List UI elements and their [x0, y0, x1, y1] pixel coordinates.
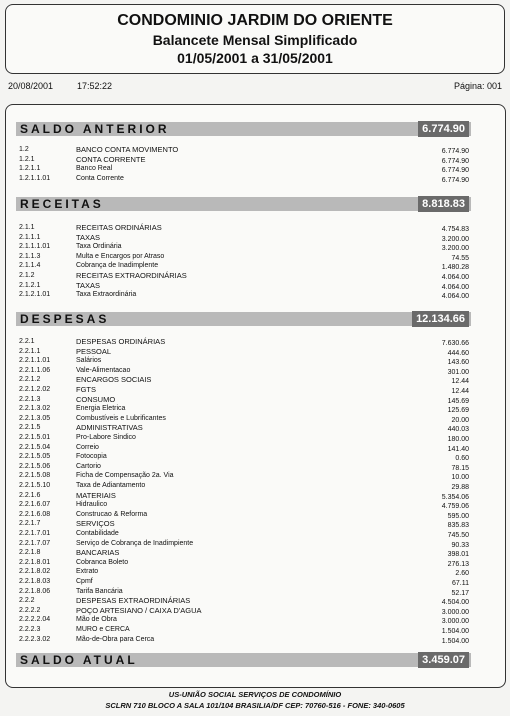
account-code: 2.2.1.1.06 [19, 366, 51, 374]
account-value: 67.11 [452, 580, 469, 587]
account-description: Multa e Encargos por Atraso [76, 252, 165, 260]
account-code: 2.2.1.5 [19, 424, 41, 432]
account-code: 2.2.1.3.02 [19, 405, 51, 413]
account-description: Energia Eletrica [76, 405, 126, 413]
account-code: 2.2.1.8 [19, 549, 41, 557]
account-code: 2.2.2.3.02 [19, 635, 51, 643]
account-value: 12.44 [451, 388, 469, 395]
account-row [19, 529, 469, 539]
account-row [19, 281, 469, 291]
account-code: 2.1.1.1 [19, 233, 41, 241]
account-value: 444.60 [447, 349, 469, 357]
account-value: 1.480.28 [441, 264, 469, 272]
account-description: MATERIAIS [76, 490, 116, 500]
account-row [19, 252, 469, 262]
account-description: CONTA CORRENTE [76, 154, 146, 164]
account-code: 2.2.1.1.01 [19, 357, 51, 365]
account-code: 2.2.1.8.01 [19, 558, 51, 566]
account-code: 2.1.1.1.01 [19, 243, 51, 251]
print-date: 20/08/2001 [8, 81, 54, 91]
account-code: 2.2.1.2 [19, 376, 41, 384]
account-row [19, 625, 469, 635]
account-value: 745.50 [447, 532, 469, 539]
account-row [19, 452, 469, 462]
section-title: SALDO ANTERIOR [20, 122, 170, 136]
account-description: Conta Corrente [76, 174, 124, 182]
condominium-title: CONDOMINIO JARDIM DO ORIENTE [117, 12, 393, 29]
account-value: 3.000.00 [441, 608, 469, 616]
account-description: Cpmf [76, 578, 93, 585]
account-code: 1.2.1.1.01 [19, 174, 51, 182]
account-value: 4.759.06 [441, 503, 469, 511]
account-description: Vale-Alimentacao [76, 366, 131, 374]
account-value: 440.03 [447, 426, 469, 434]
account-description: ENCARGOS SOCIAIS [76, 375, 152, 385]
section-total: 12.134.66 [412, 311, 469, 327]
account-description: TAXAS [76, 232, 101, 242]
account-value: 12.44 [451, 378, 469, 386]
account-row [19, 558, 469, 568]
account-value: 0.60 [455, 455, 469, 463]
account-row [19, 164, 469, 174]
account-description: Mão de Obra [76, 616, 117, 624]
account-code: 2.1.1.4 [19, 262, 41, 270]
account-code: 2.2.1.1 [19, 347, 41, 355]
account-code: 2.2.1.7.07 [19, 539, 51, 547]
account-row [19, 145, 469, 155]
account-value: 4.064.00 [441, 283, 469, 291]
account-value: 74.55 [451, 254, 469, 262]
account-row [19, 615, 469, 625]
account-row [19, 290, 469, 300]
account-description: Ficha de Compensação 2a. Via [76, 472, 174, 480]
account-row [19, 491, 469, 501]
account-value: 2.60 [455, 570, 469, 578]
account-description: Pro-Labore Sindico [76, 434, 136, 441]
report-period: 01/05/2001 a 31/05/2001 [177, 50, 333, 66]
section-title: SALDO ATUAL [20, 653, 138, 667]
account-code: 1.2.1 [19, 155, 35, 163]
account-code: 2.2.1.5.01 [19, 434, 51, 441]
account-value: 90.33 [451, 541, 469, 549]
report-header [5, 4, 505, 74]
account-row [19, 271, 469, 281]
account-description: SERVIÇOS [76, 519, 115, 529]
account-value: 301.00 [447, 368, 469, 376]
account-value: 143.60 [447, 359, 469, 367]
account-description: Taxa Extraordinária [76, 291, 137, 299]
account-description: POÇO ARTESIANO / CAIXA D'AGUA [76, 605, 202, 615]
account-row [19, 462, 469, 472]
account-description: CONSUMO [76, 394, 116, 404]
account-row [19, 404, 469, 414]
account-code: 2.1.2.1.01 [19, 291, 51, 299]
account-value: 6.774.90 [441, 167, 469, 175]
account-row [19, 385, 469, 395]
account-code: 2.1.2 [19, 272, 35, 279]
account-description: Contabilidade [76, 530, 119, 537]
account-description: TAXAS [76, 280, 101, 290]
account-value: 4.064.00 [441, 293, 469, 301]
account-value: 145.69 [447, 397, 469, 405]
account-row [19, 337, 469, 347]
section-total: 3.459.07 [418, 652, 469, 668]
account-code: 2.2.1.5.06 [19, 462, 51, 470]
account-description: Fotocopia [76, 453, 107, 461]
account-code: 2.2.2.3 [19, 626, 41, 633]
account-code: 2.2.1.8.06 [19, 587, 51, 595]
account-row [19, 174, 469, 184]
account-row [19, 242, 469, 252]
account-value: 6.774.90 [441, 148, 469, 155]
account-code: 2.2.1.8.02 [19, 568, 51, 576]
account-code: 2.2.1.7.01 [19, 530, 51, 537]
account-code: 2.1.1 [19, 224, 35, 231]
account-value: 125.69 [447, 407, 469, 415]
account-row [19, 443, 469, 453]
account-value: 6.774.90 [441, 157, 469, 165]
account-value: 6.774.90 [441, 176, 469, 184]
account-description: DESPESAS ORDINÁRIAS [76, 337, 166, 346]
account-code: 1.2 [19, 146, 29, 153]
account-row [19, 635, 469, 645]
account-value: 20.00 [451, 416, 469, 424]
account-value: 29.88 [451, 484, 469, 491]
section-total: 8.818.83 [418, 196, 469, 212]
page-number: Página: 001 [453, 81, 502, 91]
section-title: RECEITAS [20, 197, 104, 211]
account-description: Salários [76, 357, 102, 365]
account-row [19, 366, 469, 376]
account-code: 2.2.1.2.02 [19, 386, 51, 393]
account-value: 5.354.06 [441, 493, 469, 501]
account-row [19, 519, 469, 529]
account-code: 2.2.1.5.10 [19, 482, 51, 489]
account-row [19, 155, 469, 165]
account-row [19, 347, 469, 357]
account-value: 4.064.00 [441, 274, 469, 281]
section-header-receitas [16, 197, 471, 211]
account-code: 2.2.2 [19, 597, 35, 605]
account-row [19, 567, 469, 577]
footer-company: US-UNIÃO SOCIAL SERVIÇOS DE CONDOMÍNIO [168, 690, 342, 699]
account-value: 141.40 [447, 445, 469, 453]
account-description: Combustíveis e Lubrificantes [76, 414, 166, 422]
account-row [19, 261, 469, 271]
account-row [19, 414, 469, 424]
account-row [19, 433, 469, 443]
account-value: 1.504.00 [441, 637, 469, 645]
account-description: MURO e CERCA [76, 626, 130, 633]
account-value: 7.630.66 [441, 340, 469, 347]
account-code: 2.2.1.8.03 [19, 578, 51, 585]
account-value: 52.17 [451, 589, 469, 597]
account-code: 2.2.1.3 [19, 395, 41, 403]
account-code: 2.2.1.5.08 [19, 472, 51, 480]
account-description: Cobrança de Inadimplente [76, 262, 159, 270]
account-value: 3.200.00 [441, 235, 469, 243]
account-code: 2.2.1.3.05 [19, 414, 51, 422]
account-code: 2.2.2.2.04 [19, 616, 51, 624]
account-description: Taxa de Adiantamento [76, 482, 146, 489]
section-total: 6.774.90 [418, 121, 469, 137]
account-value: 595.00 [447, 512, 469, 520]
report-body [5, 104, 506, 688]
account-value: 3.200.00 [441, 245, 469, 253]
account-value: 4.504.00 [441, 599, 469, 607]
account-code: 2.2.1 [19, 338, 35, 345]
account-description: Construcao & Reforma [76, 510, 148, 518]
account-row [19, 481, 469, 491]
account-description: BANCARIAS [76, 548, 120, 558]
account-description: PESSOAL [76, 346, 112, 356]
account-code: 2.2.1.7 [19, 520, 41, 528]
account-code: 2.2.1.6.07 [19, 501, 51, 509]
account-row [19, 606, 469, 616]
account-row [19, 471, 469, 481]
account-description: Taxa Ordinária [76, 243, 122, 251]
account-code: 2.2.1.6.08 [19, 510, 51, 518]
section-header-saldo-anterior [16, 122, 471, 136]
account-row [19, 587, 469, 597]
account-row [19, 596, 469, 606]
account-description: Mão-de-Obra para Cerca [76, 635, 155, 643]
account-description: Serviço de Cobrança de Inadimpiente [76, 539, 194, 547]
account-row [19, 539, 469, 549]
account-value: 3.000.00 [441, 618, 469, 626]
account-value: 398.01 [447, 551, 469, 559]
account-description: RECEITAS ORDINÁRIAS [76, 223, 162, 232]
account-row [19, 548, 469, 558]
account-description: DESPESAS EXTRAORDINÁRIAS [76, 596, 191, 606]
account-description: FGTS [76, 385, 96, 394]
account-code: 2.1.2.1 [19, 281, 41, 289]
account-code: 2.2.1.5.04 [19, 443, 51, 451]
account-code: 2.2.2.2 [19, 606, 41, 614]
account-description: Hidraulico [76, 501, 108, 509]
section-header-despesas [16, 312, 471, 326]
account-description: Tarifa Bancária [76, 587, 123, 595]
account-row [19, 423, 469, 433]
section-title: DESPESAS [20, 312, 110, 326]
account-value: 180.00 [447, 436, 469, 443]
account-row [19, 233, 469, 243]
account-code: 2.1.1.3 [19, 252, 41, 260]
footer-address: SCLRN 710 BLOCO A SALA 101/104 BRASILIA/DF CEP: 70760-516 - FONE: 340-0605 [105, 701, 405, 710]
account-description: Extrato [76, 568, 99, 576]
account-code: 2.2.1.6 [19, 491, 41, 499]
account-value: 835.83 [447, 522, 469, 530]
account-value: 1.504.00 [441, 628, 469, 635]
account-row [19, 223, 469, 233]
account-code: 2.2.1.5.05 [19, 453, 51, 461]
account-description: Correio [76, 443, 99, 451]
account-row [19, 510, 469, 520]
account-value: 276.13 [447, 560, 469, 568]
report-subtitle: Balancete Mensal Simplificado [152, 32, 358, 48]
account-description: Cartorio [76, 462, 101, 470]
print-time: 17:52:22 [77, 81, 113, 91]
account-value: 78.15 [451, 464, 469, 472]
account-code: 1.2.1.1 [19, 165, 41, 173]
account-value: 4.754.83 [441, 226, 469, 233]
account-row [19, 577, 469, 587]
account-description: ADMINISTRATIVAS [76, 423, 143, 433]
account-description: BANCO CONTA MOVIMENTO [76, 145, 179, 154]
account-description: RECEITAS EXTRAORDINÁRIAS [76, 271, 187, 280]
account-row [19, 356, 469, 366]
account-row [19, 375, 469, 385]
account-row [19, 395, 469, 405]
account-row [19, 500, 469, 510]
account-description: Banco Real [76, 165, 113, 173]
account-value: 10.00 [451, 474, 469, 482]
account-description: Cobranca Boleto [76, 558, 129, 566]
section-header-saldo-atual [16, 653, 471, 667]
